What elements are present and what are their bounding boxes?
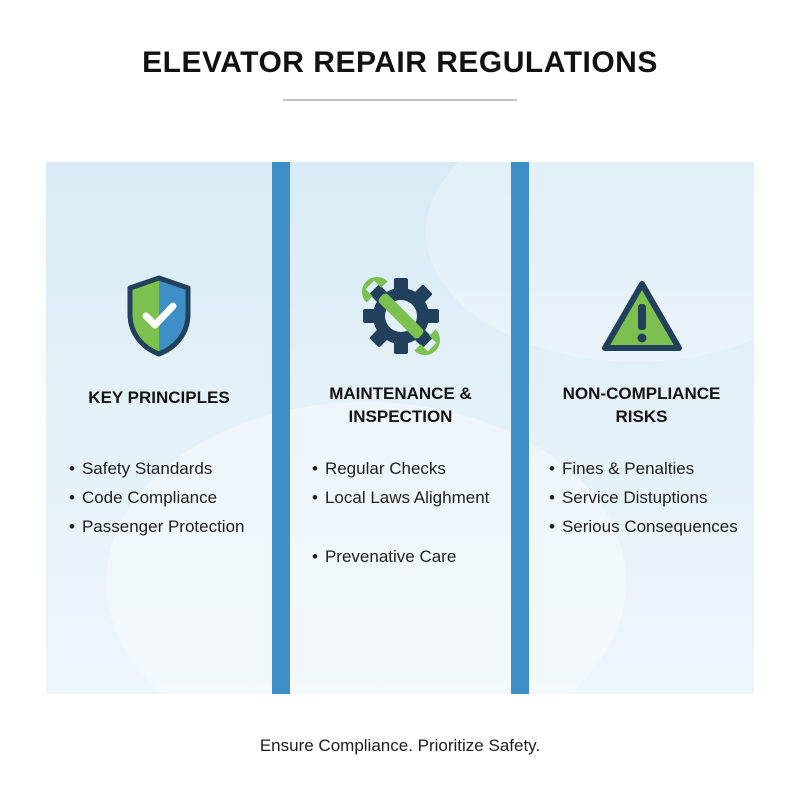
list-item: • Service Distuptions [549,483,738,512]
column-divider-right [511,162,529,694]
column-maintenance-inspection [290,162,511,694]
list-item: • Serious Consequences [549,512,738,541]
list-item: • Fines & Penalties [549,454,738,483]
list-item: • Local Laws Alighment [312,483,489,512]
column-heading: MAINTENANCE & INSPECTION [329,384,472,426]
list-item: • Passenger Protection [69,512,245,541]
shield-check-icon [124,274,194,363]
column-divider-left [272,162,290,694]
principles-list [69,454,245,541]
column-key-principles [46,162,272,694]
list-item: • Safety Standards [69,454,245,483]
page-title: ELEVATOR REPAIR REGULATIONS [142,46,658,79]
list-item: • Code Compliance [69,483,245,512]
title-underline [283,99,517,101]
maintenance-list [312,454,489,571]
list-item: • Regular Checks [312,454,489,483]
warning-triangle-icon [599,278,685,359]
column-heading: NON-COMPLIANCE RISKS [562,384,721,426]
tagline: Ensure Compliance. Prioritize Safety. [259,736,541,755]
column-heading: KEY PRINCIPLES [88,388,230,407]
risks-list [549,454,738,541]
column-non-compliance-risks [529,162,754,694]
gear-wrench-icon [359,274,443,363]
list-item: • Prevenative Care [312,542,489,571]
